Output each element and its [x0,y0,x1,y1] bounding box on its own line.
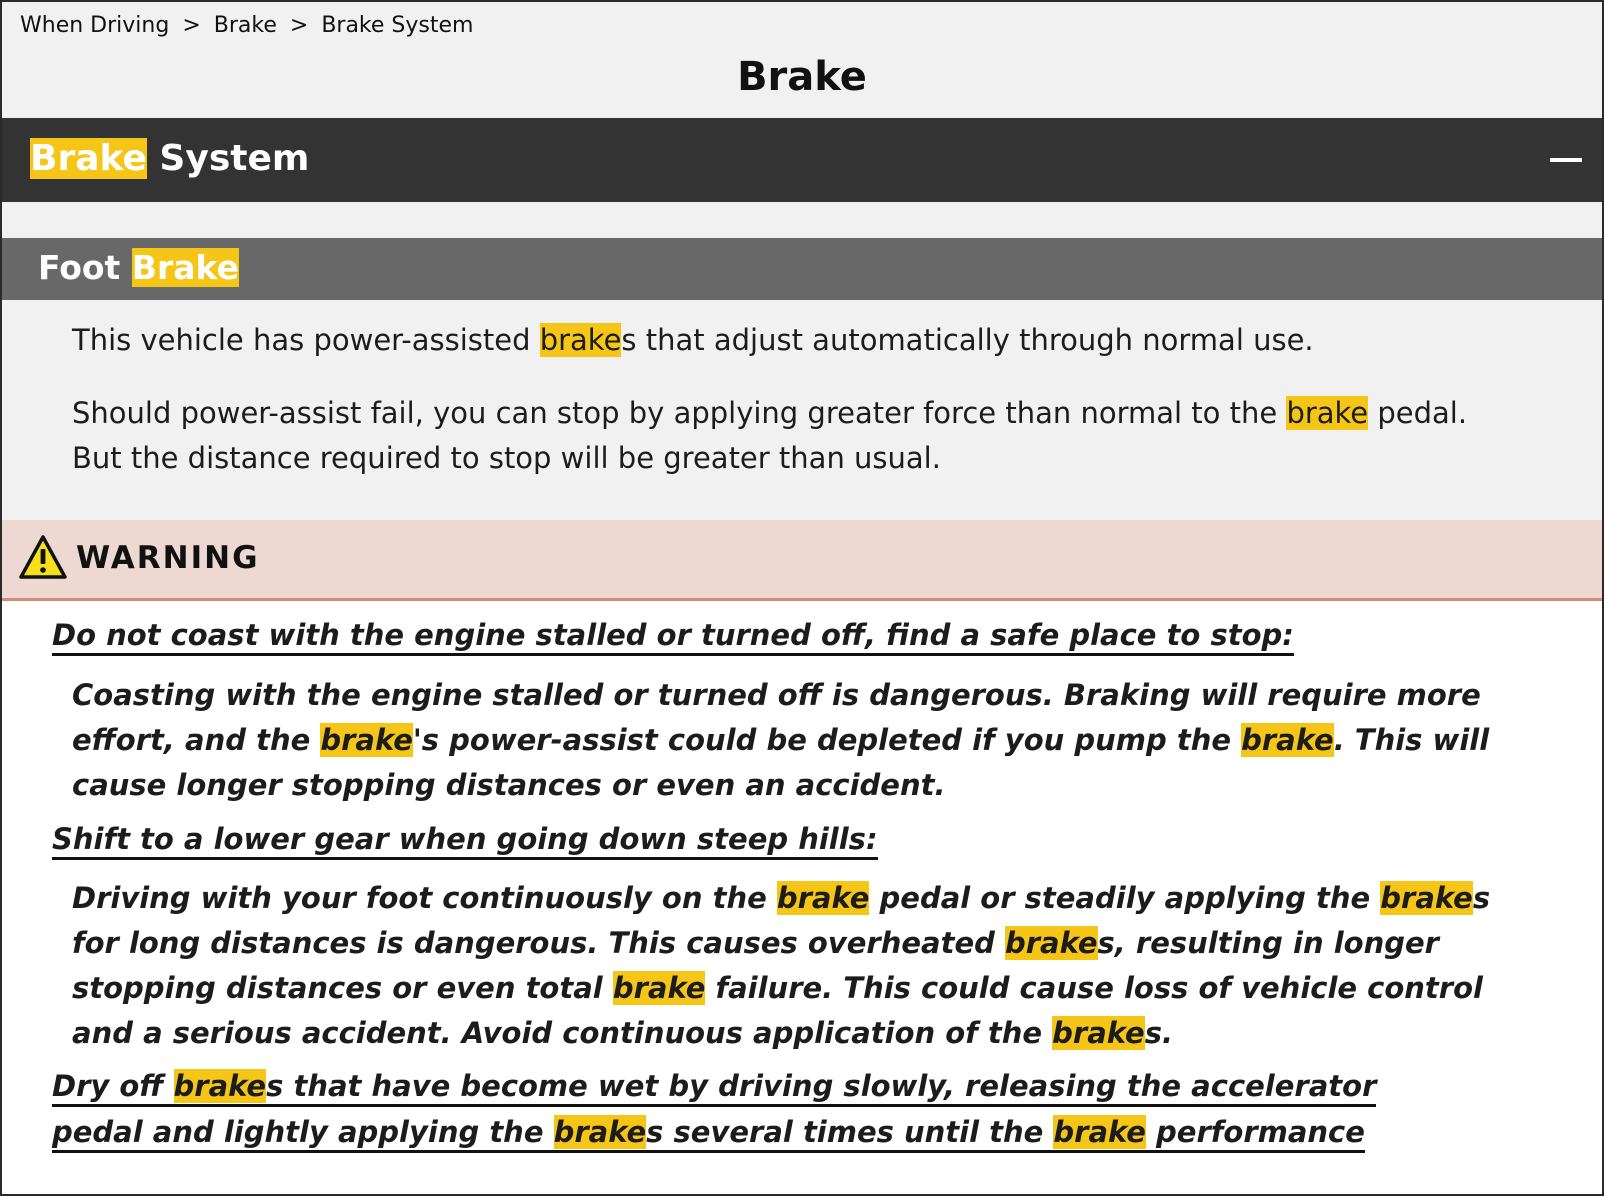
section-title [30,135,309,183]
section-header-brake-system[interactable] [2,118,1602,202]
breadcrumb-item-when-driving[interactable]: When Driving [20,13,170,38]
text: s that adjust automatically through normal use. [621,323,1314,357]
warning-heading [52,612,1294,658]
subsection-title [38,245,239,291]
search-highlight: brake [553,1115,647,1149]
text: s that have become wet by driving slowly, releasing the accelerator pedal and lightly applying the [52,1069,1377,1149]
text: Driving with your foot continuously on the [72,881,777,915]
text: Should power-assist fail, you can stop by applying greater force than normal to the [72,396,1287,430]
warning-banner [2,520,1602,601]
section-title-text: System [146,138,310,179]
text: failure. This could cause loss of vehicle control and a serious accident. Avoid continuous application of the [72,971,1483,1050]
text: Dry off [52,1069,174,1103]
search-highlight: brake [1004,926,1098,960]
text: Coasting with the engine stalled or turned off is dangerous. Braking will require more effort, and the [72,678,1481,757]
text: s for long distances is dangerous. This causes overheated [72,881,1491,960]
search-highlight: brake [1241,723,1334,757]
body-paragraph [72,318,1522,363]
search-highlight: brake [1286,396,1369,430]
text: performance [1145,1115,1365,1149]
search-highlight: brake [776,881,870,915]
body-paragraph [72,391,1472,481]
warning-heading-text: Shift to a lower gear when going down steep hills: [52,822,878,860]
page-title: Brake [737,54,867,100]
text: This vehicle has power-assisted [72,323,540,357]
text: pedal. But the distance required to stop will be greater than usual. [72,396,1468,475]
search-highlight: Brake [131,248,239,287]
search-highlight: brake [1052,1016,1145,1050]
search-highlight: brake [612,971,706,1005]
search-highlight: brake [539,323,622,357]
text: s several times until the [646,1115,1054,1149]
breadcrumb-item-brake-system: Brake System [321,13,474,38]
warning-paragraph [72,876,1492,1056]
warning-paragraph [72,673,1492,808]
warning-heading [52,816,878,862]
breadcrumb [20,12,473,40]
text: pedal or steadily applying the [869,881,1381,915]
search-highlight: brake [173,1069,267,1103]
text: s, resulting in longer stopping distances or even total [72,926,1439,1005]
search-highlight: brake [320,723,413,757]
warning-heading [52,1063,1392,1155]
subsection-title-text: Foot [38,248,132,287]
search-highlight: brake [1380,881,1473,915]
text: s. [1144,1016,1173,1050]
warning-label: WARNING [76,540,260,576]
search-highlight: Brake [30,138,147,179]
warning-triangle-icon [18,534,68,580]
breadcrumb-item-brake[interactable]: Brake [213,13,277,38]
text: . This will cause longer stopping distances or even an accident. [72,723,1490,802]
breadcrumb-separator: > [289,13,309,38]
collapse-button[interactable] [1544,146,1588,174]
text: 's power-assist could be depleted if you pump the [412,723,1242,757]
warning-heading-text: Do not coast with the engine stalled or turned off, find a safe place to stop: [52,618,1294,656]
breadcrumb-separator: > [182,13,201,38]
minus-icon [1550,158,1582,162]
search-highlight: brake [1053,1115,1146,1149]
subsection-header-foot-brake [2,238,1602,300]
